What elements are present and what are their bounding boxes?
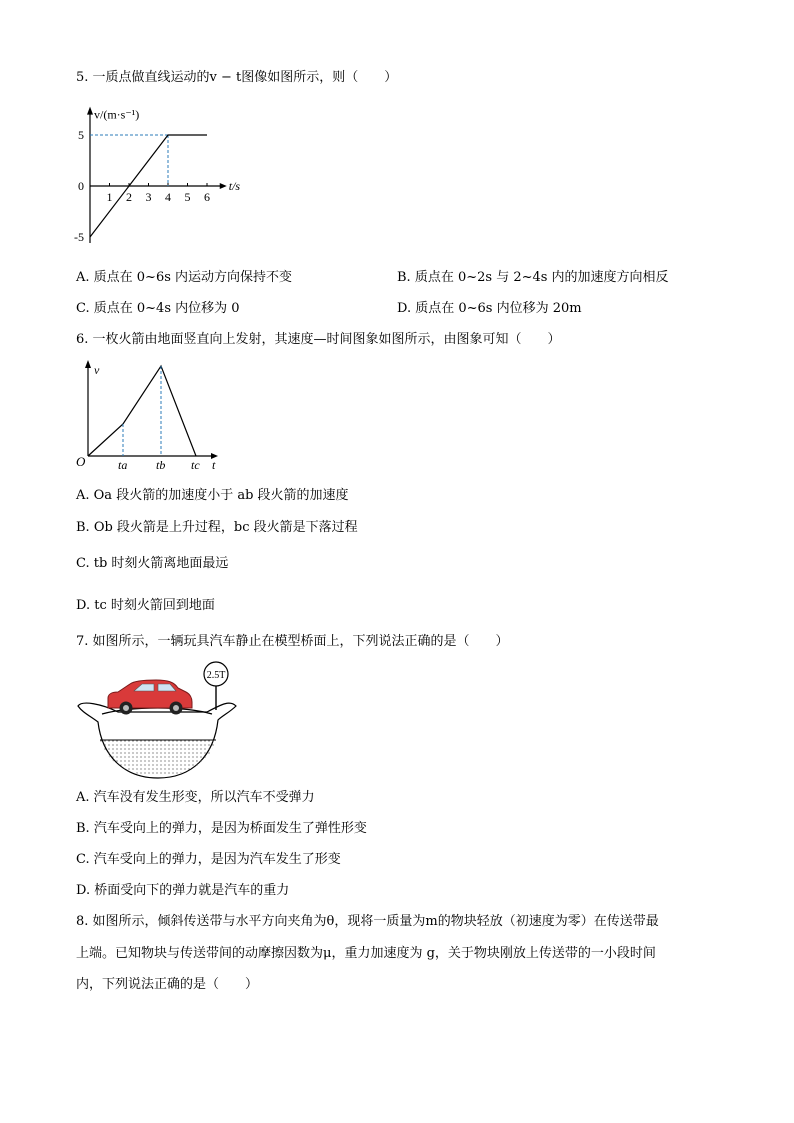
q6-curve [88,366,196,456]
q7-option-d[interactable]: D. 桥面受向下的弹力就是汽车的重力 [76,883,290,898]
q6-v-arrow [85,360,91,368]
q6-option-c[interactable]: C. tb 时刻火箭离地面最远 [76,556,229,571]
q8-line-3: 内，下列说法正确的是（ ） [76,977,259,992]
y-axis-arrow [87,107,93,115]
x-tick-label: 3 [145,190,152,204]
water [100,740,216,776]
x-axis-label: t/s [228,179,241,193]
x-axis-arrow [220,183,227,189]
x-tick-label: 6 [204,190,210,204]
y-tick-label: -5 [74,230,84,244]
q5-option-b[interactable]: B. 质点在 0~2s 与 2~4s 内的加速度方向相反 [397,270,669,285]
q6-v-label: v [94,363,100,377]
q6-option-d[interactable]: D. tc 时刻火箭回到地面 [76,598,215,613]
toy-car-icon [108,680,192,715]
q6-ta-label: ta [118,458,128,472]
q5-stem: 5. 一质点做直线运动的v − t图像如图所示，则（ ） [76,70,398,85]
q5-option-c[interactable]: C. 质点在 0~4s 内位移为 0 [76,301,240,316]
x-tick-label: 1 [106,190,113,204]
q6-tb-label: tb [156,458,166,472]
q8-line-2: 上端。已知物块与传送带间的动摩擦因数为μ，重力加速度为 g，关于物块刚放上传送带的一小段时间 [76,946,656,961]
q6-stem: 6. 一枚火箭由地面竖直向上发射，其速度—时间图象如图所示，由图象可知（ ） [76,332,561,347]
q6-option-a[interactable]: A. Oa 段火箭的加速度小于 ab 段火箭的加速度 [76,488,349,503]
y-axis-label: v/(m·s⁻¹) [94,107,140,122]
q7-stem: 7. 如图所示，一辆玩具汽车静止在模型桥面上，下列说法正确的是（ ） [76,634,509,649]
q5-option-d[interactable]: D. 质点在 0~6s 内位移为 20m [397,301,582,316]
x-tick-label: 4 [165,190,171,204]
q6-tc-label: tc [191,458,200,472]
q5-vt-chart [70,96,250,254]
sign-label: 2.5T [206,670,226,681]
q7-option-c[interactable]: C. 汽车受向上的弹力，是因为汽车发生了形变 [76,852,341,867]
x-tick-label: 2 [126,190,132,204]
y-tick-label: 0 [78,179,84,193]
y-tick-label: 5 [78,128,84,142]
q8-line-1: 8. 如图所示，倾斜传送带与水平方向夹角为θ，现将一质量为m的物块轻放（初速度为零）在传送带最 [76,914,659,929]
q6-t-label: t [212,458,216,472]
q7-option-b[interactable]: B. 汽车受向上的弹力，是因为桥面发生了弹性形变 [76,821,367,836]
q7-bridge-figure [72,656,242,782]
q6-vt-figure [72,352,232,474]
q7-option-a[interactable]: A. 汽车没有发生形变，所以汽车不受弹力 [76,790,315,805]
q6-origin-label: O [76,454,86,469]
x-tick-label: 5 [184,190,191,204]
q5-option-a[interactable]: A. 质点在 0~6s 内运动方向保持不变 [76,270,293,285]
q6-option-b[interactable]: B. Ob 段火箭是上升过程，bc 段火箭是下落过程 [76,520,358,535]
